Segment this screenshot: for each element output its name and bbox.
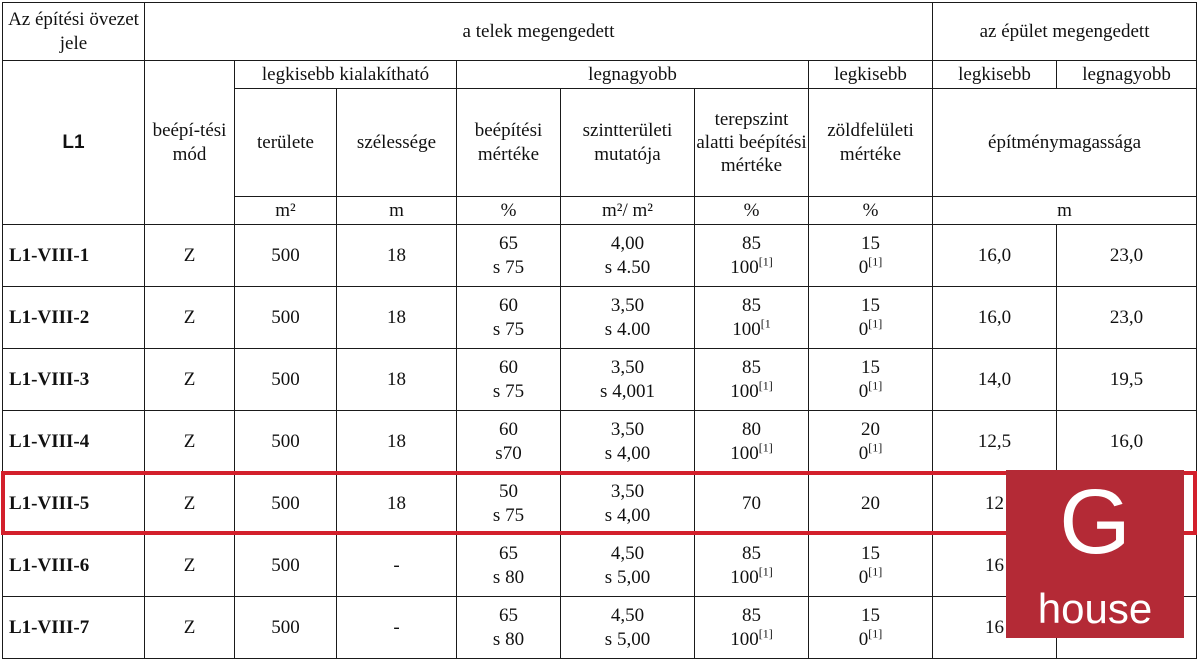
coverage-cell: 50 s 75 xyxy=(457,473,561,535)
zone-code-cell: L1-VIII-7 xyxy=(3,597,145,659)
height-header: építménymagassága xyxy=(933,89,1197,197)
width-cell: 18 xyxy=(337,473,457,535)
unit-floor-index: m²/ m² xyxy=(561,197,695,225)
height-min-cell: 12,5 xyxy=(933,411,1057,473)
floor-index-cell: 3,50 s 4,00 xyxy=(561,473,695,535)
height-max-cell: 16,0 xyxy=(1057,411,1197,473)
area-cell: 500 xyxy=(235,411,337,473)
height-max-cell: 23,0 xyxy=(1057,225,1197,287)
floor-index-header: szintterületi mutatója xyxy=(561,89,695,197)
unit-underground: % xyxy=(695,197,809,225)
unit-height: m xyxy=(933,197,1197,225)
underground-cell: 80 100[1] xyxy=(695,411,809,473)
unit-coverage: % xyxy=(457,197,561,225)
width-cell: - xyxy=(337,535,457,597)
green-cell: 15 0[1] xyxy=(809,597,933,659)
zone-code-cell: L1-VIII-2 xyxy=(3,287,145,349)
height-min-cell: 12 xyxy=(933,473,1057,535)
coverage-cell: 60 s70 xyxy=(457,411,561,473)
zone-code-cell: L1-VIII-3 xyxy=(3,349,145,411)
table-row xyxy=(3,287,1197,349)
green-cell: 20 xyxy=(809,473,933,535)
mode-cell: Z xyxy=(145,349,235,411)
building-max-header: legnagyobb xyxy=(1057,61,1197,89)
building-min-header: legkisebb xyxy=(933,61,1057,89)
coverage-cell: 65 s 75 xyxy=(457,225,561,287)
mode-cell: Z xyxy=(145,287,235,349)
logo-letter: G xyxy=(1059,471,1131,573)
mode-cell: Z xyxy=(145,597,235,659)
floor-index-cell: 4,00 s 4.50 xyxy=(561,225,695,287)
underground-cell: 85 $100^{[1}$ xyxy=(695,287,809,349)
floor-index-cell: 3,50 s 4,00 xyxy=(561,411,695,473)
coverage-cell: 65 s 80 xyxy=(457,535,561,597)
green-cell: 15 0[1] xyxy=(809,225,933,287)
height-min-cell: 16 xyxy=(933,597,1057,659)
floor-index-cell: 4,50 s 5,00 xyxy=(561,597,695,659)
green-cell: 15 0[1] xyxy=(809,287,933,349)
unit-width: m xyxy=(337,197,457,225)
underground-cell: 85 100[1] xyxy=(695,535,809,597)
max-header: legnagyobb xyxy=(457,61,809,89)
ghouse-logo xyxy=(1006,470,1184,638)
underground-cell: 85 100[1] xyxy=(695,225,809,287)
coverage-header: beépítési mértéke xyxy=(457,89,561,197)
table-row xyxy=(3,349,1197,411)
zone-code-cell: L1-VIII-6 xyxy=(3,535,145,597)
underground-header: terepszint alatti beépítési mértéke xyxy=(695,89,809,197)
unit-area: m² xyxy=(235,197,337,225)
green-cell: 15 0[1] xyxy=(809,349,933,411)
height-min-cell: 16 xyxy=(933,535,1057,597)
floor-index-cell: 3,50 s 4,001 xyxy=(561,349,695,411)
min-header: legkisebb xyxy=(809,61,933,89)
zone-label-header: Az építési övezet jele xyxy=(3,3,145,61)
height-min-cell: 16,0 xyxy=(933,225,1057,287)
build-mode-header: beépí-tési mód xyxy=(145,61,235,225)
width-cell: 18 xyxy=(337,349,457,411)
height-max-cell: 23,0 xyxy=(1057,287,1197,349)
area-cell: 500 xyxy=(235,473,337,535)
underground-cell: 85 100[1] xyxy=(695,349,809,411)
underground-cell: 70 xyxy=(695,473,809,535)
mode-cell: Z xyxy=(145,535,235,597)
width-cell: 18 xyxy=(337,225,457,287)
underground-cell: 85 100[1] xyxy=(695,597,809,659)
area-cell: 500 xyxy=(235,225,337,287)
height-min-cell: 16,0 xyxy=(933,287,1057,349)
width-header: szélessége xyxy=(337,89,457,197)
area-cell: 500 xyxy=(235,349,337,411)
area-cell: 500 xyxy=(235,287,337,349)
area-cell: 500 xyxy=(235,535,337,597)
unit-green: % xyxy=(809,197,933,225)
green-cell: 20 0[1] xyxy=(809,411,933,473)
area-header: területe xyxy=(235,89,337,197)
logo-text: house xyxy=(1037,585,1153,632)
width-cell: 18 xyxy=(337,287,457,349)
green-header: zöldfelületi mértéke xyxy=(809,89,933,197)
mode-cell: Z xyxy=(145,411,235,473)
area-cell: 500 xyxy=(235,597,337,659)
width-cell: - xyxy=(337,597,457,659)
height-max-cell: 19,5 xyxy=(1057,349,1197,411)
table-row xyxy=(3,225,1197,287)
width-cell: 18 xyxy=(337,411,457,473)
building-allowed-header: az épület megengedett xyxy=(933,3,1197,61)
height-min-cell: 14,0 xyxy=(933,349,1057,411)
min-formable-header: legkisebb kialakítható xyxy=(235,61,457,89)
mode-cell: Z xyxy=(145,473,235,535)
floor-index-cell: 3,50 s 4.00 xyxy=(561,287,695,349)
zone-code-cell: L1-VIII-4 xyxy=(3,411,145,473)
zone-code-cell: L1-VIII-1 xyxy=(3,225,145,287)
mode-cell: Z xyxy=(145,225,235,287)
zone-code-cell: L1-VIII-5 xyxy=(3,473,145,535)
green-cell: 15 0[1] xyxy=(809,535,933,597)
table-row xyxy=(3,411,1197,473)
zone-code: L1 xyxy=(3,61,145,225)
floor-index-cell: 4,50 s 5,00 xyxy=(561,535,695,597)
coverage-cell: 60 s 75 xyxy=(457,287,561,349)
plot-allowed-header: a telek megengedett xyxy=(145,3,933,61)
coverage-cell: 60 s 75 xyxy=(457,349,561,411)
coverage-cell: 65 s 80 xyxy=(457,597,561,659)
